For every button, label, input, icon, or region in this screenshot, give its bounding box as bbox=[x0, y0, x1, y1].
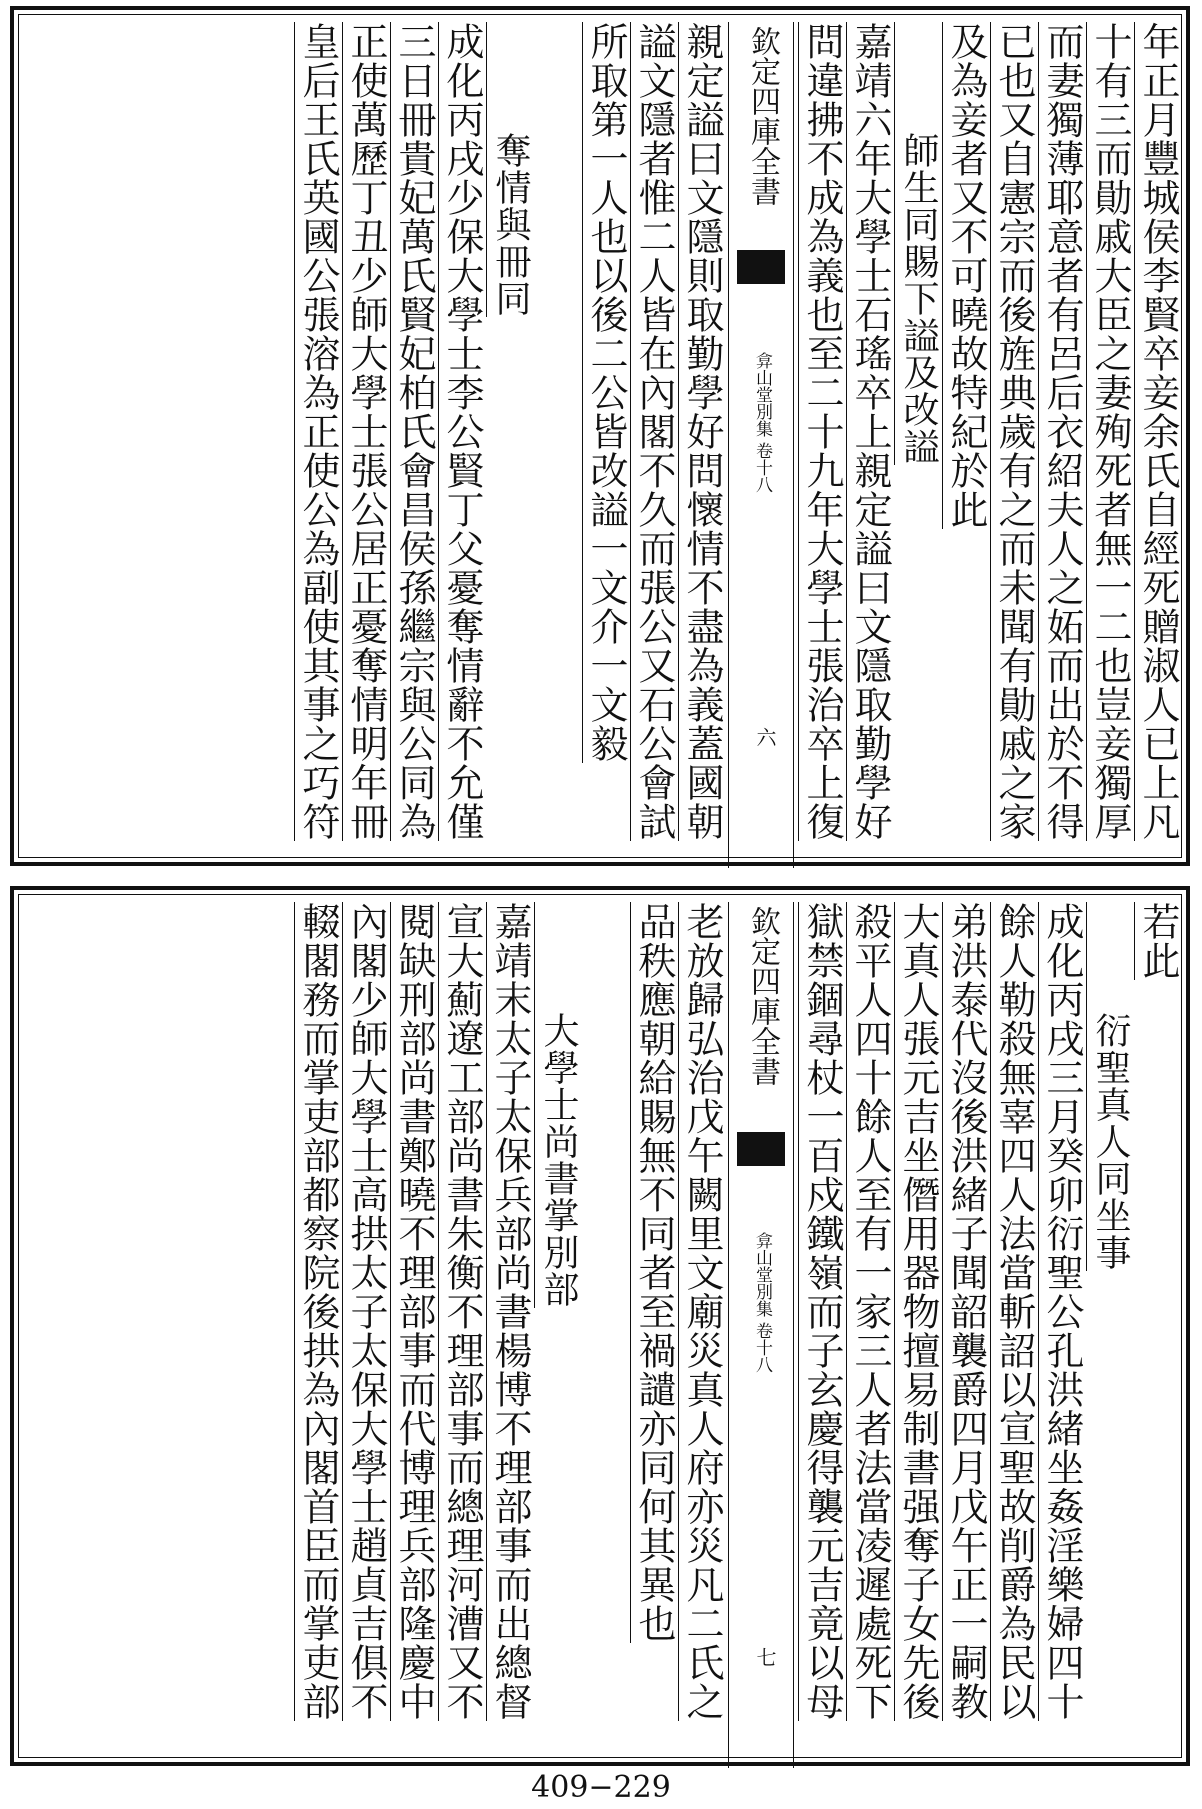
text-column: 內閣少師大學士高拱太子太保大學士趙貞吉俱不 bbox=[344, 902, 388, 1721]
book-title: 欽定四庫全書 bbox=[745, 26, 780, 206]
text-column: 所取第一人也以後二公皆改謚一文介一文毅 bbox=[584, 22, 628, 763]
text-column: 宣大薊遼工部尚書朱衡不理部事而總理河漕又不 bbox=[440, 902, 484, 1721]
text-column: 輟閣務而掌吏部都察院後拱為內閣首臣而掌吏部 bbox=[296, 902, 340, 1721]
text-column: 餘人勒殺無辜四人法當斬詔以宣聖故削爵為民以 bbox=[992, 902, 1036, 1721]
text-column: 成化丙戌三月癸卯衍聖公孔洪緒坐姦淫樂婦四十 bbox=[1040, 902, 1084, 1721]
text-column: 而妻獨薄耶意者有呂后衣紹夫人之妬而出於不得 bbox=[1040, 22, 1084, 841]
text-column: 閱缺刑部尚書鄭曉不理部事而代博理兵部隆慶中 bbox=[392, 902, 436, 1721]
text-column: 嘉靖六年大學士石瑤卒上親定謚曰文隱取勤學好 bbox=[848, 22, 892, 841]
text-column: 年正月豐城侯李賢卒妾余氏自經死贈淑人已上凡 bbox=[1136, 22, 1180, 841]
page-number: 七 bbox=[753, 1647, 777, 1667]
fish-tail-mark bbox=[737, 1132, 785, 1166]
volume-title: 弇山堂別集 bbox=[752, 1232, 772, 1317]
text-column: 品秩應朝給賜無不同者至禍譴亦同何其異也 bbox=[632, 902, 676, 1643]
volume-title: 弇山堂別集 bbox=[752, 352, 772, 437]
top-page bbox=[10, 6, 1190, 866]
text-column: 殺平人四十餘人至有一家三人者法當凌遲處死下 bbox=[848, 902, 892, 1721]
text-column: 若此 bbox=[1136, 902, 1180, 980]
page-number: 六 bbox=[753, 727, 777, 747]
section-heading: 大學士尚書掌別部 bbox=[534, 902, 581, 1308]
text-column: 老放歸弘治戊午闕里文廟災真人府亦災凡二氏之 bbox=[680, 902, 724, 1721]
text-column: 三日冊貴妃萬氏賢妃柏氏會昌侯孫繼宗與公同為 bbox=[392, 22, 436, 841]
text-column: 嘉靖末太子太保兵部尚書楊博不理部事而出總督 bbox=[488, 902, 532, 1721]
volume-chapter: 卷十八 bbox=[752, 442, 772, 493]
text-column: 問違拂不成為義也至二十九年大學士張治卒上復 bbox=[800, 22, 844, 841]
fish-tail-mark bbox=[737, 250, 785, 284]
text-column: 獄禁錮尋杖一百戍鐵嶺而子玄慶得襲元吉竟以母 bbox=[800, 902, 844, 1721]
book-title: 欽定四庫全書 bbox=[745, 906, 780, 1086]
text-column: 弟洪泰代沒後洪緒子聞韶襲爵四月戊午正一嗣教 bbox=[944, 902, 988, 1721]
section-heading: 奪情與冊同 bbox=[486, 22, 533, 317]
text-column: 成化丙戌少保大學士李公賢丁父憂奪情辭不允僅 bbox=[440, 22, 484, 841]
text-column: 已也又自憲宗而後旌典歲有之而未聞有勛戚之家 bbox=[992, 22, 1036, 841]
text-column: 十有三而勛戚大臣之妻殉死者無一二也豈妾獨厚 bbox=[1088, 22, 1132, 841]
bottom-page bbox=[10, 886, 1190, 1766]
text-column: 親定謚曰文隱則取勤學好問懷情不盡為義蓋國朝 bbox=[680, 22, 724, 841]
book-spine bbox=[728, 902, 794, 1768]
text-column: 皇后王氏英國公張溶為正使公為副使其事之巧符 bbox=[296, 22, 340, 841]
text-column: 大真人張元吉坐僭用器物擅易制書强奪子女先後 bbox=[896, 902, 940, 1721]
section-heading: 師生同賜下謚及改謚 bbox=[894, 22, 941, 465]
text-column: 及為妾者又不可曉故特紀於此 bbox=[944, 22, 988, 529]
section-heading: 衍聖真人同坐事 bbox=[1086, 902, 1133, 1271]
text-column: 謚文隱者惟二人皆在內閣不久而張公又石公會試 bbox=[632, 22, 676, 841]
book-spine bbox=[728, 22, 794, 868]
volume-chapter: 卷十八 bbox=[752, 1322, 772, 1373]
page-footer-number: 409−229 bbox=[531, 1770, 671, 1805]
text-column: 正使萬歷丁丑少師大學士張公居正憂奪情明年冊 bbox=[344, 22, 388, 841]
